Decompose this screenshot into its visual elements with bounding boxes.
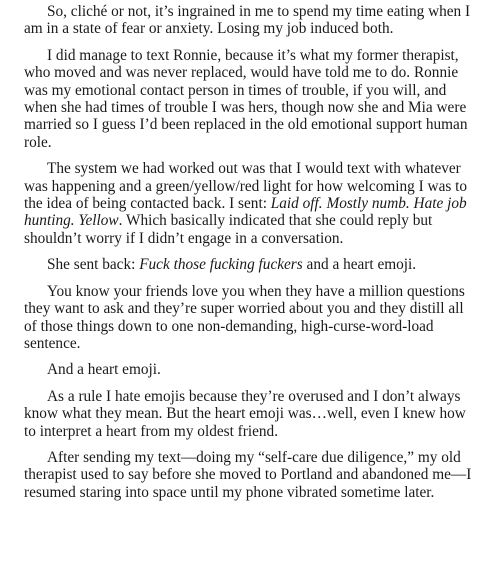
paragraph-4: [24, 256, 473, 273]
paragraph-text: And a heart emoji.: [47, 361, 161, 379]
paragraph-5: [24, 283, 473, 353]
paragraph-text: I did manage to text Ronnie, because it’s what my former therapist, who moved and was never replaced, would have told me to do. Ronnie was my emotional contact person in times of trouble, if you will, and when she had times of trouble I was hers, though now she and Mia were married so I guess I’d been replaced in the old emotional support human role.: [24, 46, 468, 151]
paragraph-7: [24, 388, 473, 440]
paragraph-8: [24, 449, 473, 501]
paragraph-1: [24, 3, 473, 38]
paragraph-6: [24, 361, 473, 378]
paragraph-text: She sent back:: [47, 256, 140, 274]
italic-text-message: Laid off. Mostly numb. Hate job hunting. Yellow: [24, 195, 467, 230]
paragraph-text: . Which basically indicated that she could reply but shouldn’t worry if I didn’t engage in a conversation.: [24, 212, 433, 247]
italic-reply-message: Fuck those fucking fuckers: [139, 256, 303, 274]
paragraph-text: After sending my text—doing my “self-care due diligence,” my old therapist used to say before she moved to Portland and abandoned me—I resumed staring into space until my phone vibrated sometime later.: [24, 448, 472, 501]
paragraph-3: [24, 160, 473, 247]
paragraph-text: The system we had worked out was that I would text with whatever was happening and a green/yellow/red light for how welcoming I was to the idea of being contacted back. I sent:: [24, 160, 468, 213]
paragraph-text: So, cliché or not, it’s ingrained in me to spend my time eating when I am in a state of fear or anxiety. Losing my job induced both.: [24, 3, 471, 38]
paragraph-text: As a rule I hate emojis because they’re overused and I don’t always know what they mean. But the heart emoji was…well, even I knew how to interpret a heart from my oldest friend.: [24, 387, 466, 440]
paragraph-text: and a heart emoji.: [302, 256, 417, 274]
paragraph-2: [24, 47, 473, 151]
paragraph-text: You know your friends love you when they have a million questions they want to ask and they’re super worried about you and they distill all of those things down to one non-demanding, high-curse-word-load sentence.: [24, 282, 465, 352]
